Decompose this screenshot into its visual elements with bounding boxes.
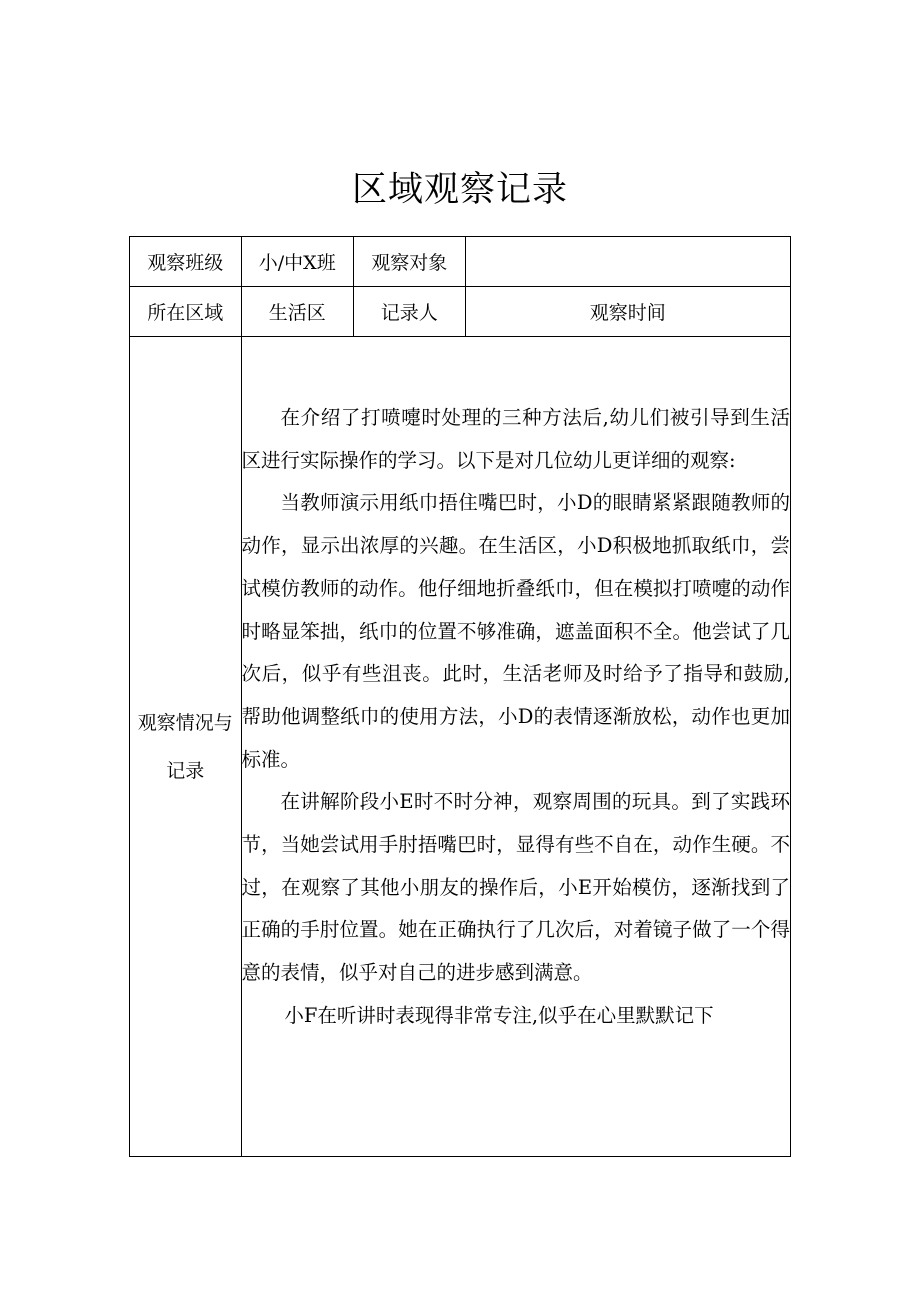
section-label-line1: 观察情况与 — [137, 711, 233, 734]
class-value-cell: 小/中X班 — [241, 237, 354, 287]
recorder-label-cell: 记录人 — [354, 287, 466, 337]
observation-paragraph: 小F在听讲时表现得非常专注,似乎在心里默默记下 — [284, 1003, 714, 1027]
table-row-observation — [130, 337, 791, 1157]
table-row-area-info — [130, 287, 791, 337]
observation-section-label — [130, 337, 242, 1157]
section-label-line2: 记录 — [166, 759, 205, 782]
area-label-cell: 所在区域 — [130, 287, 242, 337]
area-value-cell: 生活区 — [241, 287, 354, 337]
subject-value-cell — [465, 237, 791, 287]
observation-paragraph: 当教师演示用纸巾捂住嘴巴时，小D的眼睛紧紧跟随教师的动作，显示出浓厚的兴趣。在生活区，小D积极地抓取纸巾，尝试模仿教师的动作。他仔细地折叠纸巾，但在模拟打喷嚏的动作时略显笨拙，纸巾的位置不够准确，遮盖面积不全。他尝试了几次后，似乎有些沮丧。此时，生活老师及时给予了指导和鼓励,帮助他调整纸巾的使用方法，小D的表情逐渐放松，动作也更加标准。 — [241, 491, 790, 771]
class-label-cell: 观察班级 — [130, 237, 242, 287]
observation-time-cell: 观察时间 — [465, 287, 791, 337]
table-row-class-info — [130, 237, 791, 287]
subject-label-cell: 观察对象 — [354, 237, 466, 287]
observation-paragraph: 在介绍了打喷嚏时处理的三种方法后,幼儿们被引导到生活区进行实际操作的学习。以下是对几位幼儿更详细的观察: — [241, 406, 790, 472]
observation-content-cell — [241, 337, 791, 1157]
observation-paragraph: 在讲解阶段小E时不时分神，观察周围的玩具。到了实践环节，当她尝试用手肘捂嘴巴时，显得有些不自在，动作生硬。不过，在观察了其他小朋友的操作后，小E开始模仿，逐渐找到了正确的手肘位置。她在正确执行了几次后，对着镜子做了一个得意的表情，似乎对自己的进步感到满意。 — [241, 790, 790, 985]
observation-record-table — [129, 236, 791, 1157]
page-title: 区域观察记录 — [351, 170, 568, 210]
